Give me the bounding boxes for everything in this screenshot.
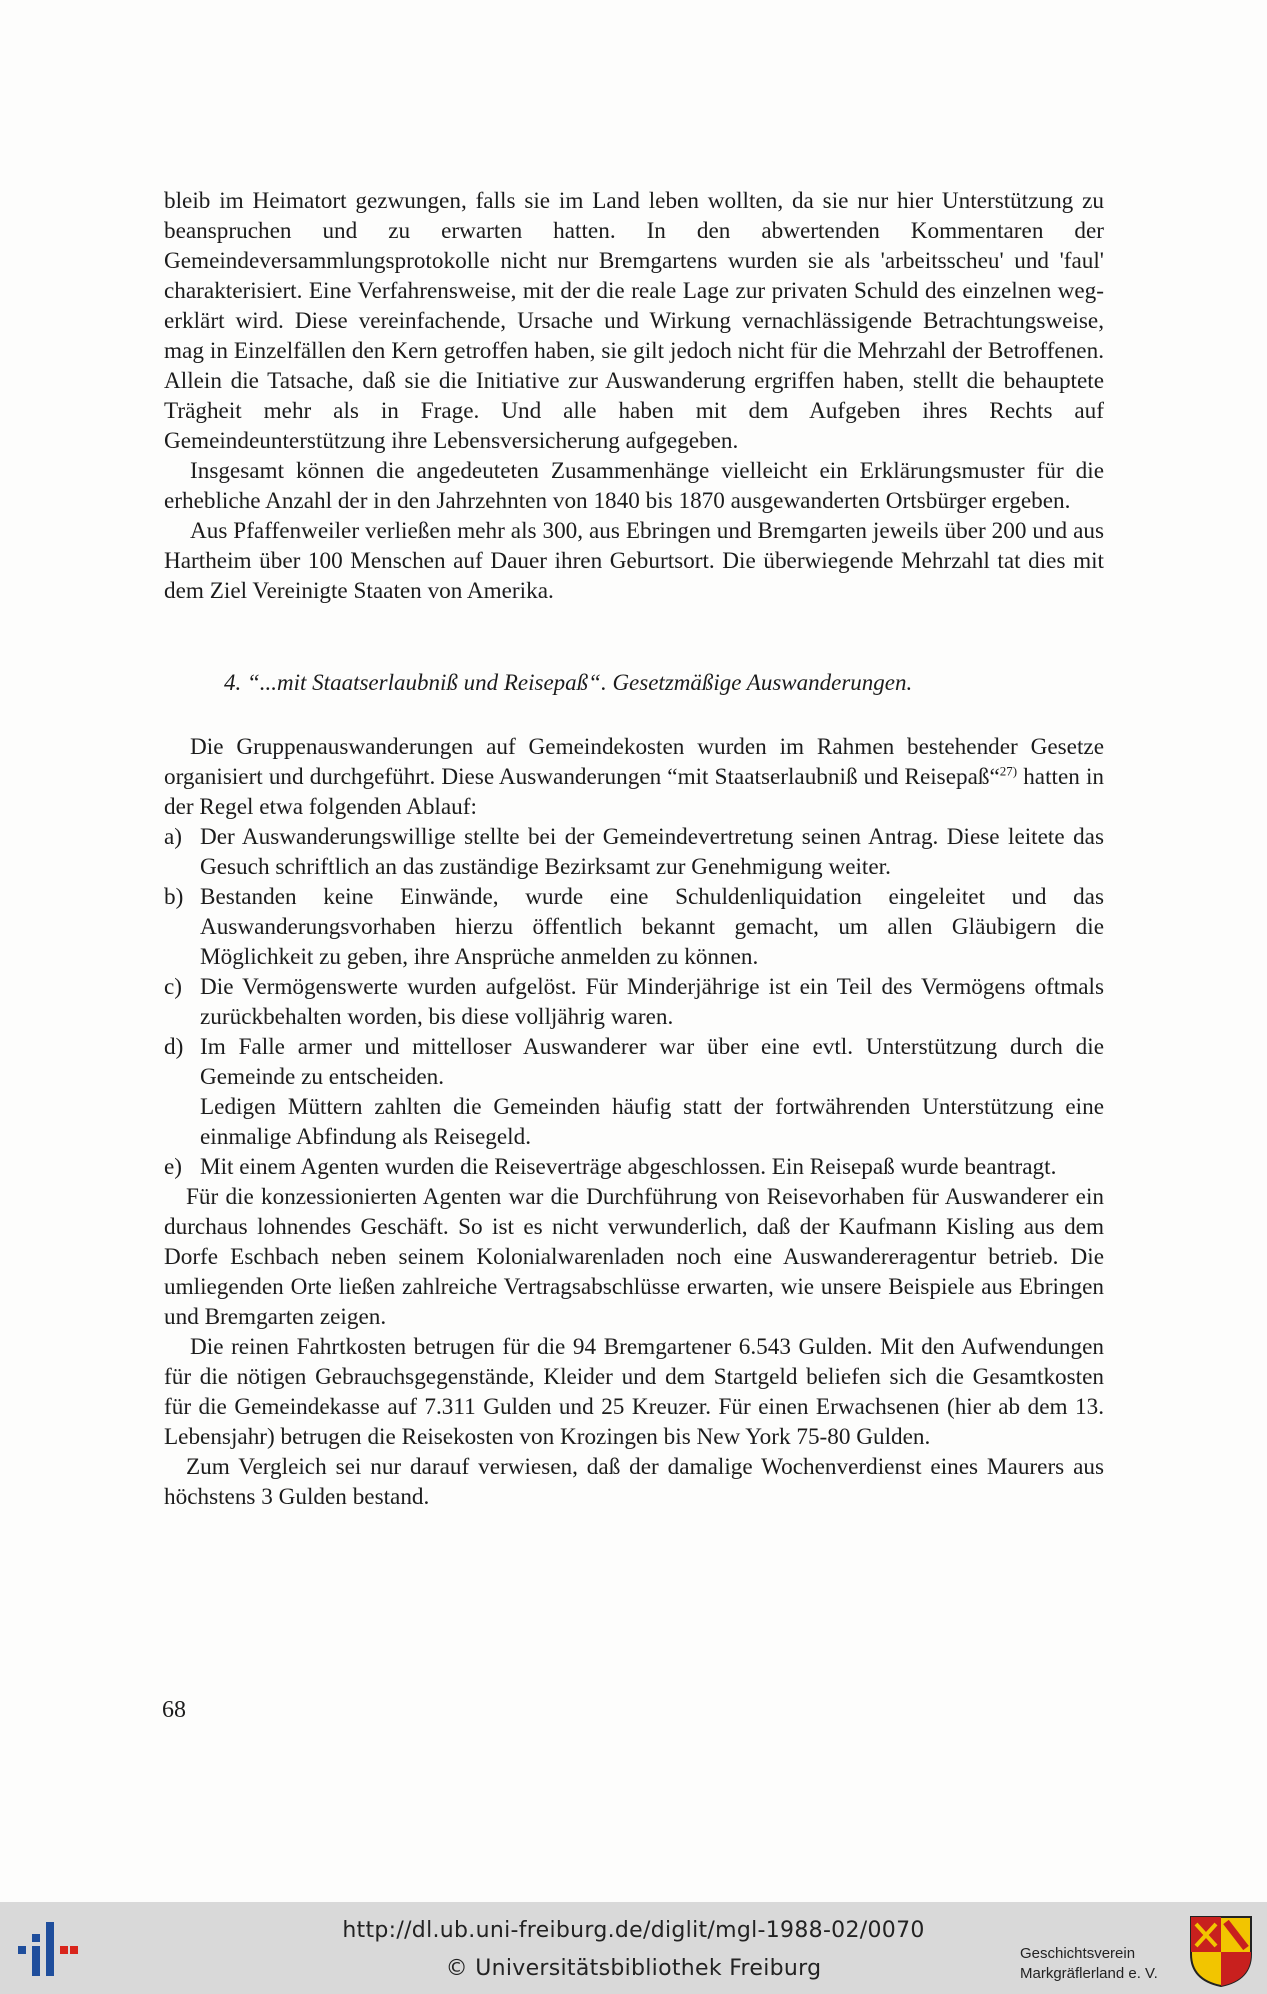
society-name-line-1: Geschichtsverein — [1020, 1945, 1136, 1962]
list-label: d) — [164, 1034, 184, 1060]
society-name — [1020, 1944, 1158, 1984]
paragraph-6: Die reinen Fahrtkosten betrugen für die 94 Bremgartener 6.543 Gulden. Mit den Aufwendungen für die nötigen Gebrauchsgegenstände, Kleider und dem Startgeld beliefen sich die Gesamtkosten für die Gemeindekasse auf 7.311 Gulden und 25 Kreuzer. Für einen Erwachsenen (hier ab dem 13. Lebensjahr) betrugen die Reisekosten von Krozingen bis New York 75-80 Gulden. — [164, 1334, 1104, 1450]
society-name-line-2: Markgräflerland e. V. — [1020, 1965, 1158, 1982]
footer-copyright: © Universitätsbibliothek Freiburg — [445, 1956, 822, 1981]
list-text: Mit einem Agenten wurden die Reiseverträge abgeschlossen. Ein Reisepaß wurde beantragt. — [200, 1154, 1057, 1180]
paragraph-5: Für die konzessionierten Agenten war die Durchführung von Reisevorhaben für Auswanderer ein durchaus lohnendes Geschäft. So ist es nicht verwunderlich, daß der Kaufmann Kisling aus dem Dorfe Eschbach neben seinem Kolonialwarenladen noch eine Auswandereragentur betrieb. Die umliegenden Orte ließen zahlreiche Vertragsabschlüsse erwarten, wie unsere Beispiele aus Ebringen und Bremgarten zeigen. — [164, 1184, 1104, 1330]
paragraph-4-tail: hatten in der Regel etwa folgenden Ablauf: — [164, 764, 1104, 820]
list-label: a) — [164, 824, 183, 850]
paragraph-4 — [164, 732, 1104, 822]
list-item — [164, 882, 1104, 972]
footer-bar — [0, 1902, 1267, 1994]
list-item — [164, 1152, 1104, 1182]
list-continuation: Ledigen Müttern zahlten die Gemeinden häufig statt der fortwährenden Unterstützung eine einmalige Abfindung als Reisegeld. — [200, 1094, 1104, 1150]
list-text: Im Falle armer und mittelloser Auswanderer war über eine evtl. Unterstützung durch die Gemeinde zu entscheiden. — [200, 1034, 1104, 1090]
society-crest-icon[interactable] — [1188, 1914, 1254, 1988]
list-text: Bestanden keine Einwände, wurde eine Schuldenliquidation eingeleitet und das Auswanderungsvorhaben hierzu öffentlich bekannt gemacht, um allen Gläubigern die Möglichkeit zu geben, ihre Ansprüche anmelden zu können. — [200, 884, 1104, 970]
paragraph-1: bleib im Heimatort gezwungen, falls sie im Land leben wollten, da sie nur hier Unterstützung zu beanspruchen und zu erwarten hatten. In den abwertenden Kommentaren der Gemeindeversammlungsprotokolle nicht nur Bremgartens wurden sie als 'arbeitsscheu' und 'faul' charakterisiert. Eine Verfahrensweise, mit der die reale Lage zur privaten Schuld des einzelnen weg-erklärt wird. Diese vereinfachende, Ursache und Wirkung vernachlässigende Betrachtungsweise, mag in Einzelfällen den Kern getroffen haben, sie gilt jedoch nicht für die Mehrzahl der Betroffenen. Allein die Tatsache, daß sie die Initiative zur Auswanderung ergriffen haben, stellt die behauptete Trägheit mehr als in Frage. Und alle haben mit dem Aufgeben ihres Rechts auf Gemeindeunterstützung ihre Lebensversicherung aufgegeben. — [164, 188, 1104, 454]
list-text: Die Vermögenswerte wurden aufgelöst. Für Minderjährige ist ein Teil des Vermögens oftmals zurückbehalten worden, bis diese volljährig waren. — [200, 974, 1104, 1030]
footnote-ref: 27) — [999, 763, 1018, 779]
paragraph-3: Aus Pfaffenweiler verließen mehr als 300, aus Ebringen und Bremgarten jeweils über 200 und aus Hartheim über 100 Menschen auf Dauer ihren Geburtsort. Die überwiegende Mehrzahl tat dies mit dem Ziel Vereinigte Staaten von Amerika. — [164, 518, 1104, 604]
list-item — [164, 972, 1104, 1032]
section-heading: 4. “...mit Staatserlaubniß und Reisepaß“. Gesetzmäßige Auswanderungen. — [224, 670, 913, 695]
paragraph-4-text: Die Gruppenauswanderungen auf Gemeindekosten wurden im Rahmen bestehender Gesetze organisiert und durchgeführt. Diese Auswanderungen “mit Staatserlaubniß und Reisepaß“ — [164, 734, 1104, 790]
list-item — [164, 1032, 1104, 1092]
list-label: e) — [164, 1154, 183, 1180]
list-text: Der Auswanderungswillige stellte bei der Gemeindevertretung seinen Antrag. Diese leitete das Gesuch schriftlich an das zuständige Bezirksamt zur Genehmigung weiter. — [200, 824, 1104, 880]
page-number: 68 — [162, 1697, 186, 1723]
footer-url-link[interactable]: http://dl.ub.uni-freiburg.de/diglit/mgl-1988-02/0070 — [342, 1918, 925, 1943]
paragraph-2: Insgesamt können die angedeuteten Zusammenhänge vielleicht ein Erklärungsmuster für die erhebliche Anzahl der in den Jahrzehnten von 1840 bis 1870 ausgewanderten Ortsbürger ergeben. — [164, 458, 1104, 514]
list-label: c) — [164, 974, 183, 1000]
body-text — [164, 186, 1104, 1512]
list-label: b) — [164, 884, 184, 910]
list-item — [164, 822, 1104, 882]
paragraph-7: Zum Vergleich sei nur darauf verwiesen, daß der damalige Wochenverdienst eines Maurers aus höchstens 3 Gulden bestand. — [164, 1454, 1104, 1510]
